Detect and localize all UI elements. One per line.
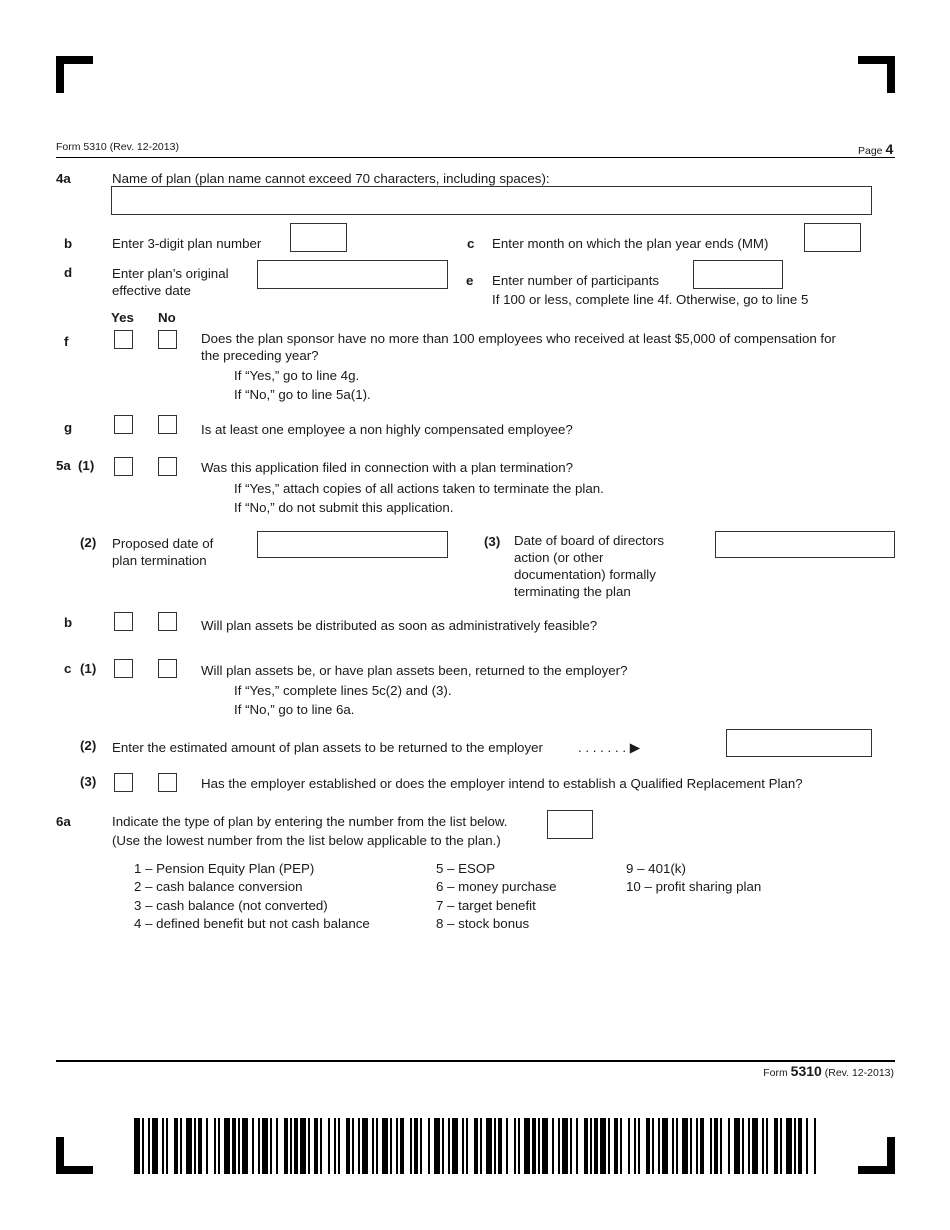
barcode-bar	[506, 1118, 508, 1174]
line-4e-text: Enter number of participants	[492, 273, 660, 288]
line-5c3-sublabel: (3)	[80, 774, 97, 789]
line-5c-label: c	[64, 661, 72, 676]
barcode-bar	[590, 1118, 592, 1174]
barcode-bar	[358, 1118, 360, 1174]
line-4f-text-1: Does the plan sponsor have no more than 100 employees who received at least $5,000 of compensation for	[201, 331, 836, 346]
barcode-bar	[148, 1118, 150, 1174]
line-5c2-text: Enter the estimated amount of plan assets to be returned to the employer	[112, 740, 543, 755]
barcode-bar	[262, 1118, 268, 1174]
plan-type-item: 3 – cash balance (not converted)	[134, 897, 328, 913]
barcode-bar	[742, 1118, 744, 1174]
line-4a-text: Name of plan (plan name cannot exceed 70 characters, including spaces):	[112, 171, 550, 186]
barcode-bar	[334, 1118, 336, 1174]
line-5a3-text-3: documentation) formally	[514, 567, 656, 582]
line-5b-text: Will plan assets be distributed as soon as administratively feasible?	[201, 618, 598, 633]
footer-form-word: Form	[763, 1067, 788, 1079]
barcode-bar	[290, 1118, 292, 1174]
line-4g-no-checkbox[interactable]	[158, 415, 177, 434]
corner-mark-top-left	[56, 56, 64, 93]
termination-date-field[interactable]	[257, 531, 448, 558]
barcode-bar	[372, 1118, 374, 1174]
barcode-bar	[434, 1118, 440, 1174]
barcode-bar	[584, 1118, 588, 1174]
barcode-bar	[710, 1118, 712, 1174]
plan-year-month-field[interactable]	[804, 223, 861, 252]
barcode-bar	[186, 1118, 192, 1174]
line-5c1-sublabel: (1)	[80, 661, 97, 676]
plan-number-field[interactable]	[290, 223, 347, 252]
corner-mark-bottom-right	[887, 1137, 895, 1174]
barcode-bar	[524, 1118, 530, 1174]
barcode-bar	[562, 1118, 568, 1174]
barcode-bar	[814, 1118, 816, 1174]
barcode-bar	[448, 1118, 450, 1174]
barcode-bar	[646, 1118, 650, 1174]
header-rule	[56, 157, 895, 158]
barcode-bar	[766, 1118, 768, 1174]
line-5a2-sublabel: (2)	[80, 535, 97, 550]
plan-type-item: 10 – profit sharing plan	[626, 879, 762, 895]
barcode-bar	[570, 1118, 572, 1174]
barcode-bar	[552, 1118, 554, 1174]
barcode-bar	[338, 1118, 340, 1174]
barcode-bar	[314, 1118, 318, 1174]
line-5c1-no-checkbox[interactable]	[158, 659, 177, 678]
barcode-bar	[218, 1118, 220, 1174]
barcode-bar	[420, 1118, 422, 1174]
barcode	[134, 1118, 816, 1174]
line-4d-label: d	[64, 265, 73, 280]
barcode-bar	[194, 1118, 196, 1174]
barcode-bar	[594, 1118, 598, 1174]
line-5b-label: b	[64, 615, 73, 630]
barcode-bar	[682, 1118, 688, 1174]
line-4f-yes-checkbox[interactable]	[114, 330, 133, 349]
barcode-bar	[300, 1118, 306, 1174]
line-5a1-if-yes: If “Yes,” attach copies of all actions taken to terminate the plan.	[234, 481, 604, 496]
barcode-bar	[258, 1118, 260, 1174]
line-4f-no-checkbox[interactable]	[158, 330, 177, 349]
line-5a1-text: Was this application filed in connection with a plan termination?	[201, 460, 574, 475]
line-4f-if-no: If “No,” go to line 5a(1).	[234, 387, 371, 402]
barcode-bar	[206, 1118, 208, 1174]
line-5a2-text-2: plan termination	[112, 553, 207, 568]
line-4e-label: e	[466, 273, 474, 288]
line-4g-yes-checkbox[interactable]	[114, 415, 133, 434]
barcode-bar	[542, 1118, 548, 1174]
line-4f-if-yes: If “Yes,” go to line 4g.	[234, 368, 360, 383]
barcode-bar	[198, 1118, 202, 1174]
barcode-bar	[628, 1118, 630, 1174]
line-4c-text: Enter month on which the plan year ends (MM)	[492, 236, 769, 251]
line-5a-label: 5a	[56, 458, 71, 473]
barcode-bar	[652, 1118, 654, 1174]
barcode-bar	[474, 1118, 478, 1174]
barcode-bar	[320, 1118, 322, 1174]
barcode-bar	[328, 1118, 330, 1174]
barcode-bar	[774, 1118, 778, 1174]
barcode-bar	[376, 1118, 378, 1174]
barcode-bar	[346, 1118, 350, 1174]
line-5a3-text-1: Date of board of directors	[514, 533, 665, 548]
barcode-bar	[414, 1118, 418, 1174]
barcode-bar	[658, 1118, 660, 1174]
line-5a3-text-4: terminating the plan	[514, 584, 631, 599]
barcode-bar	[538, 1118, 540, 1174]
barcode-bar	[134, 1118, 140, 1174]
corner-mark-bottom-left	[56, 1137, 64, 1174]
plan-name-field[interactable]	[111, 186, 872, 215]
line-5c1-if-no: If “No,” go to line 6a.	[234, 702, 355, 717]
line-5c1-yes-checkbox[interactable]	[114, 659, 133, 678]
barcode-bar	[238, 1118, 240, 1174]
barcode-bar	[720, 1118, 722, 1174]
line-5c1-if-yes: If “Yes,” complete lines 5c(2) and (3).	[234, 683, 452, 698]
barcode-bar	[242, 1118, 248, 1174]
footer-form-label	[763, 1063, 894, 1079]
line-4b-label: b	[64, 236, 73, 251]
line-4f-text-2: the preceding year?	[201, 348, 319, 363]
barcode-bar	[700, 1118, 704, 1174]
plan-type-item: 7 – target benefit	[436, 897, 536, 913]
plan-type-field[interactable]	[547, 810, 593, 839]
barcode-bar	[748, 1118, 750, 1174]
barcode-bar	[166, 1118, 168, 1174]
barcode-bar	[452, 1118, 458, 1174]
line-5a1-no-checkbox[interactable]	[158, 457, 177, 476]
barcode-bar	[214, 1118, 216, 1174]
barcode-bar	[486, 1118, 492, 1174]
line-4a-label: 4a	[56, 171, 71, 186]
barcode-bar	[514, 1118, 516, 1174]
barcode-bar	[480, 1118, 482, 1174]
barcode-bar	[284, 1118, 288, 1174]
barcode-bar	[620, 1118, 622, 1174]
barcode-bar	[252, 1118, 254, 1174]
barcode-bar	[806, 1118, 808, 1174]
barcode-bar	[390, 1118, 392, 1174]
line-5a1-sublabel: (1)	[78, 458, 95, 473]
line-6a-text-1: Indicate the type of plan by entering the number from the list below.	[112, 814, 508, 829]
barcode-bar	[466, 1118, 468, 1174]
plan-type-item: 2 – cash balance conversion	[134, 879, 303, 895]
barcode-bar	[600, 1118, 606, 1174]
barcode-bar	[752, 1118, 758, 1174]
page-label	[858, 141, 893, 157]
line-5a1-if-no: If “No,” do not submit this application.	[234, 500, 454, 515]
line-5b-yes-checkbox[interactable]	[114, 612, 133, 631]
barcode-bar	[634, 1118, 636, 1174]
plan-type-item: 1 – Pension Equity Plan (PEP)	[134, 861, 315, 876]
yes-column-header: Yes	[111, 310, 134, 325]
barcode-bar	[142, 1118, 144, 1174]
line-5c3-text: Has the employer established or does the employer intend to establish a Qualified Replacement Plan?	[201, 776, 803, 791]
plan-type-item: 9 – 401(k)	[626, 861, 686, 876]
barcode-bar	[396, 1118, 398, 1174]
participants-field[interactable]	[693, 260, 783, 289]
board-action-date-field[interactable]	[715, 531, 895, 558]
plan-type-list-col3	[626, 860, 761, 897]
line-4c-label: c	[467, 236, 475, 251]
effective-date-field[interactable]	[257, 260, 448, 289]
barcode-bar	[690, 1118, 692, 1174]
barcode-bar	[780, 1118, 782, 1174]
barcode-bar	[532, 1118, 536, 1174]
line-5a3-text-2: action (or other	[514, 550, 604, 565]
line-4b-text: Enter 3-digit plan number	[112, 236, 262, 251]
plan-type-item: 6 – money purchase	[436, 879, 557, 895]
barcode-bar	[410, 1118, 412, 1174]
barcode-bar	[494, 1118, 496, 1174]
barcode-bar	[498, 1118, 502, 1174]
page-number: 4	[885, 141, 894, 157]
barcode-bar	[672, 1118, 674, 1174]
barcode-bar	[614, 1118, 618, 1174]
footer-form-number: 5310	[790, 1063, 822, 1079]
barcode-bar	[428, 1118, 430, 1174]
barcode-bar	[518, 1118, 520, 1174]
barcode-bar	[174, 1118, 178, 1174]
barcode-bar	[696, 1118, 698, 1174]
barcode-bar	[608, 1118, 610, 1174]
barcode-bar	[462, 1118, 464, 1174]
corner-mark-top-right	[887, 56, 895, 93]
line-5c1-text: Will plan assets be, or have plan assets been, returned to the employer?	[201, 663, 628, 678]
barcode-bar	[224, 1118, 230, 1174]
barcode-bar	[270, 1118, 272, 1174]
footer-rev: (Rev. 12-2013)	[824, 1067, 894, 1079]
plan-type-list-col2	[436, 860, 556, 933]
line-6a-label: 6a	[56, 814, 71, 829]
barcode-bar	[276, 1118, 278, 1174]
plan-type-list-col1	[134, 860, 370, 933]
barcode-bar	[180, 1118, 182, 1174]
returned-amount-field[interactable]	[726, 729, 872, 757]
barcode-bar	[798, 1118, 802, 1174]
line-5a2-text-1: Proposed date of	[112, 536, 214, 551]
plan-type-item: 4 – defined benefit but not cash balance	[134, 915, 370, 931]
page-word: Page	[858, 145, 883, 157]
barcode-bar	[294, 1118, 298, 1174]
barcode-bar	[352, 1118, 354, 1174]
barcode-bar	[308, 1118, 310, 1174]
line-6a-text-2: (Use the lowest number from the list below applicable to the plan.)	[112, 833, 501, 848]
barcode-bar	[232, 1118, 236, 1174]
barcode-bar	[794, 1118, 796, 1174]
barcode-bar	[728, 1118, 730, 1174]
barcode-bar	[442, 1118, 444, 1174]
line-4f-label: f	[64, 334, 69, 349]
line-5a3-sublabel: (3)	[484, 534, 501, 549]
no-column-header: No	[158, 310, 176, 325]
line-4g-text: Is at least one employee a non highly compensated employee?	[201, 422, 573, 437]
barcode-bar	[362, 1118, 368, 1174]
line-5c3-no-checkbox[interactable]	[158, 773, 177, 792]
line-5c3-yes-checkbox[interactable]	[114, 773, 133, 792]
barcode-bar	[382, 1118, 388, 1174]
plan-type-item: 5 – ESOP	[436, 861, 496, 876]
barcode-bar	[786, 1118, 792, 1174]
barcode-bar	[400, 1118, 404, 1174]
line-5b-no-checkbox[interactable]	[158, 612, 177, 631]
line-5a1-yes-checkbox[interactable]	[114, 457, 133, 476]
line-5c2-sublabel: (2)	[80, 738, 97, 753]
barcode-bar	[734, 1118, 740, 1174]
barcode-bar	[762, 1118, 764, 1174]
barcode-bar	[638, 1118, 640, 1174]
line-4d-text-2: effective date	[112, 283, 191, 298]
barcode-bar	[676, 1118, 678, 1174]
barcode-bar	[558, 1118, 560, 1174]
form-revision-header: Form 5310 (Rev. 12-2013)	[56, 141, 179, 153]
line-4d-text-1: Enter plan’s original	[112, 266, 229, 281]
barcode-bar	[714, 1118, 718, 1174]
barcode-bar	[162, 1118, 164, 1174]
line-5c2-leader-arrow: . . . . . . . ▶	[578, 740, 640, 755]
barcode-bar	[662, 1118, 668, 1174]
footer-rule	[56, 1060, 895, 1062]
line-4e-note: If 100 or less, complete line 4f. Otherwise, go to line 5	[492, 292, 809, 307]
barcode-bar	[576, 1118, 578, 1174]
line-4g-label: g	[64, 420, 73, 435]
barcode-bar	[152, 1118, 158, 1174]
plan-type-item: 8 – stock bonus	[436, 915, 530, 931]
